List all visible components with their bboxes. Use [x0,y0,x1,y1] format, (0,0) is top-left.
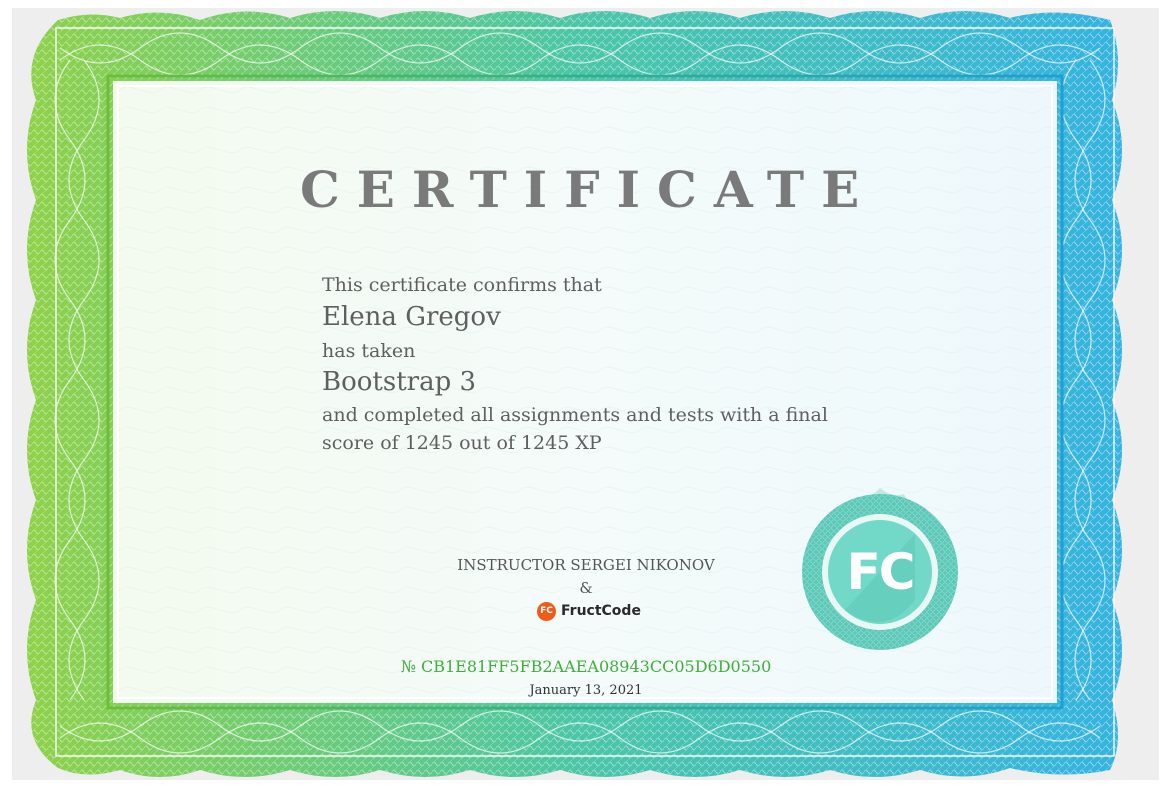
brand-name: FructCode [561,603,641,619]
completion-line-1: and completed all assignments and tests with a final [322,404,828,426]
fructcode-logo-icon: FC [537,602,556,621]
instructor-line: INSTRUCTOR SERGEI NIKONOV [457,556,715,574]
ampersand: & [579,579,593,597]
certificate-title: CERTIFICATE [300,160,877,219]
taken-line: has taken [322,340,416,362]
confirm-line: This certificate confirms that [322,274,602,296]
seal-label: FC [846,543,914,601]
completion-line-2: score of 1245 out of 1245 XP [322,432,602,454]
issue-date: January 13, 2021 [529,683,643,698]
course-name: Bootstrap 3 [322,367,477,397]
serial-number: № CB1E81FF5FB2AAEA08943CC05D6D0550 [400,657,772,676]
brand-logo [537,600,641,622]
recipient-name: Elena Gregov [322,302,501,332]
